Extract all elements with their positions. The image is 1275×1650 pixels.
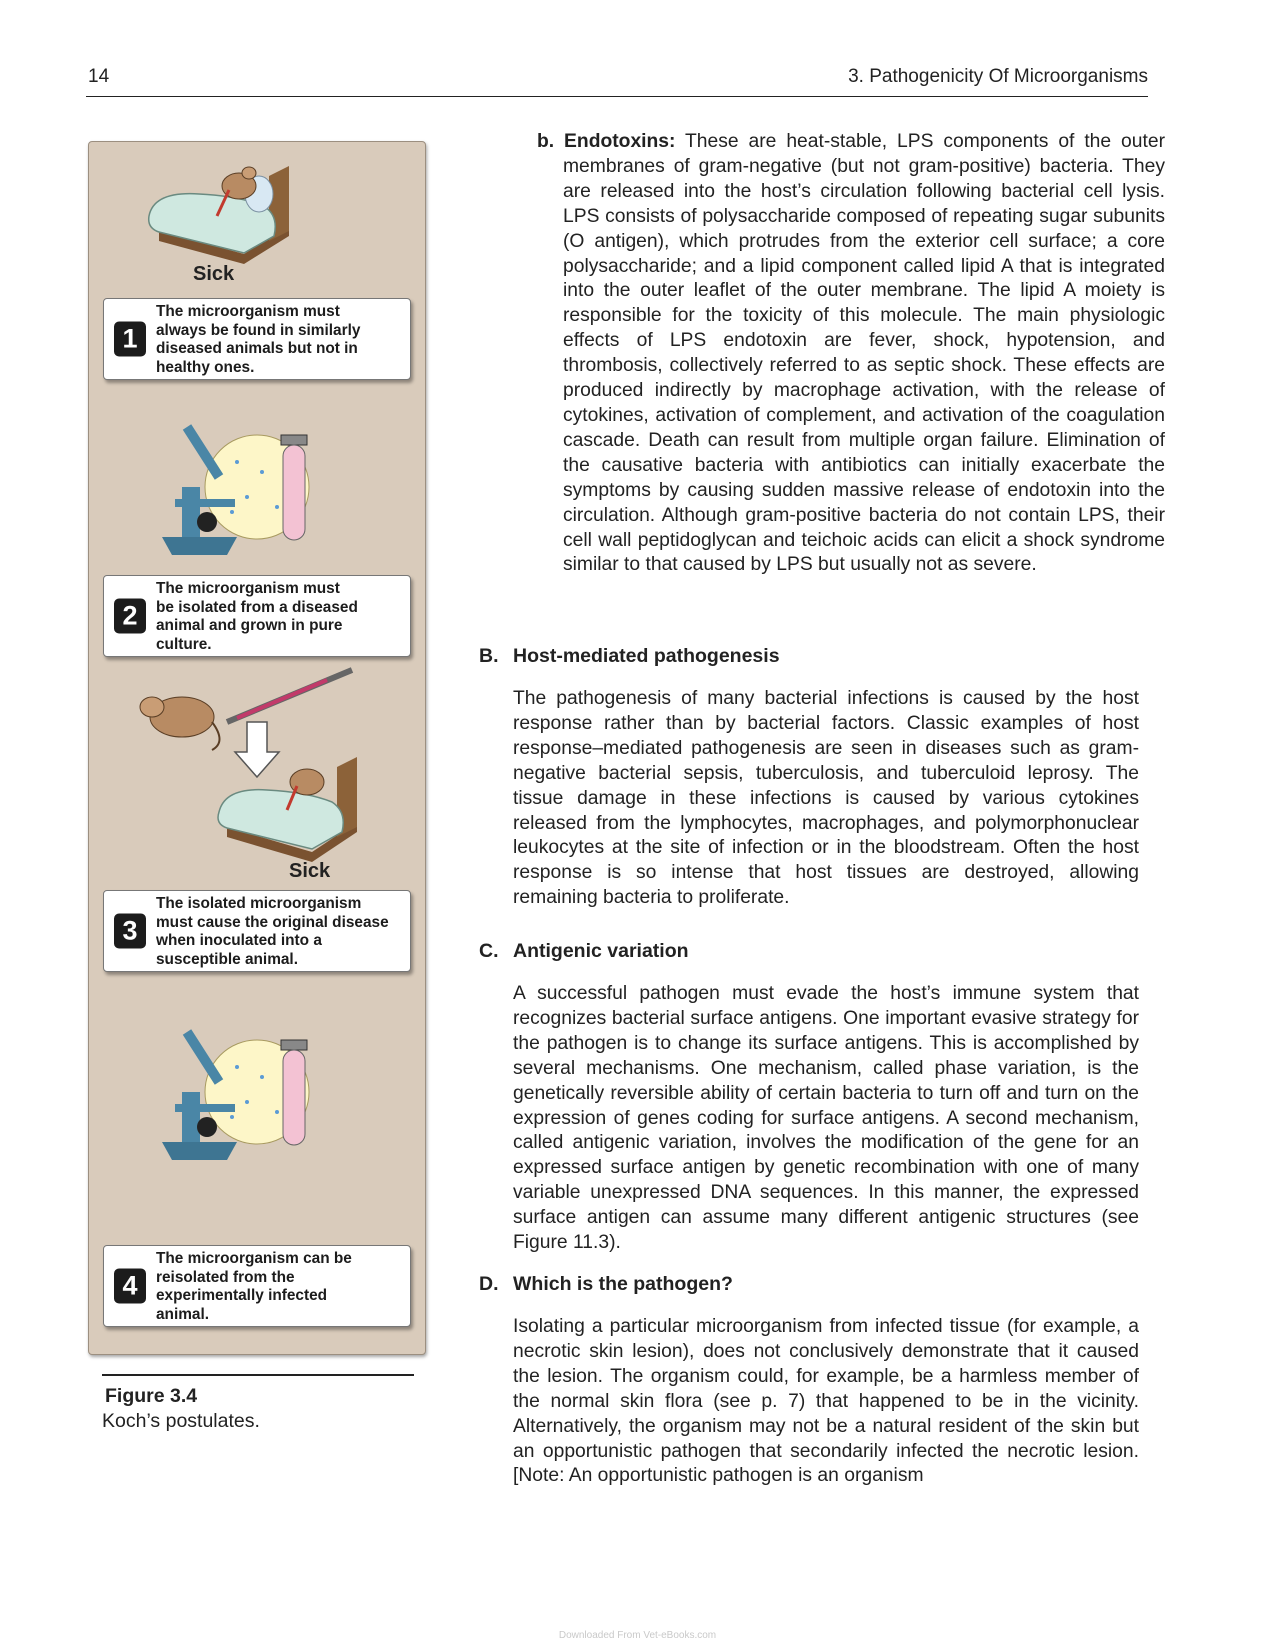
sick-mouse-in-bed-illustration <box>139 156 299 276</box>
section-b-body: The pathogenesis of many bacterial infections is caused by the host response rather than by bacterial factors. Classic examples of host response–mediated pathogenesis are seen in diseases such as gram-negative bacterial sepsis, tuberculosis, and tuberculoid leprosy. The tissue damage in these infections is caused by various cytokines released from the lymphocytes, macrophages, and polymorphonuclear leukocytes at the site of infection or in the bloodstream. Often the host response is so intense that host tissues are destroyed, allowing remaining bacteria to proliferate. <box>513 688 1139 909</box>
step-number-badge: 4 <box>114 1269 146 1304</box>
step-text: The isolated microorganism must cause the original disease when inoculated into a susceptible animal. <box>156 895 389 968</box>
postulate-step-1 <box>103 298 411 380</box>
microscope-culture-illustration <box>157 417 327 567</box>
step-number-badge: 1 <box>114 322 146 357</box>
section-c-body: A successful pathogen must evade the host’s immune system that recognizes bacterial surface antigens. One important evasive strategy for the pathogen is to change its surface antigens. This is accomplished by several mechanisms. One mechanism, called phase variation, is the genetically reversible ability of certain bacteria to turn off and turn on the expression of genes coding for surface antigens. A second mechanism, called antigenic variation, involves the modification of the gene for an expressed surface antigen by genetic recombination with one of many variable unexpressed DNA sequences. In this manner, the expressed surface antigen can assume many different antigenic structures (see Figure 11.3). <box>513 983 1139 1254</box>
figure-panel <box>88 141 426 1355</box>
running-head: 3. Pathogenicity Of Microorganisms <box>848 66 1148 87</box>
section-heading-d: D. Which is the pathogen? <box>479 1273 733 1295</box>
step-text: The microorganism must always be found in similarly diseased animals but not in healthy ones. <box>156 303 361 376</box>
postulate-step-2 <box>103 575 411 657</box>
postulate-step-3 <box>103 890 411 972</box>
figure-caption: Koch’s postulates. <box>102 1410 260 1432</box>
section-heading-b: B. Host-mediated pathogenesis <box>479 645 780 667</box>
figure-caption-rule <box>102 1374 414 1376</box>
header-rule <box>86 96 1148 97</box>
endotoxins-paragraph <box>537 130 1165 578</box>
microscope-culture-illustration <box>157 1022 327 1172</box>
endotoxins-term: b. Endotoxins: <box>537 131 676 152</box>
step-number-badge: 2 <box>114 599 146 634</box>
step-number-badge: 3 <box>114 914 146 949</box>
endotoxins-body: These are heat-stable, LPS components of the outer membranes of gram-negative (but not gram-positive) bacteria. They are released into the host’s circulation following bacterial cell lysis. LPS consists of polysaccharide composed of repeating sugar subunits (O antigen), which protrudes from the exterior cell surface; a core polysaccharide; and a lipid component called lipid A that is integrated into the outer leaflet of the outer membrane. The lipid A moiety is responsible for the toxicity of this molecule. The main physiologic effects of LPS endotoxin are fever, shock, hypotension, and thrombosis, collectively referred to as septic shock. These effects are produced indirectly by macrophage activation, with the release of cytokines, activation of complement, and activation of the coagulation cascade. Death can result from multiple organ failure. Elimination of the causative bacteria with antibiotics can initially exacerbate the symptoms by causing sudden massive release of endotoxin into the circulation. Although gram-positive bacteria do not contain LPS, their cell wall peptidoglycan and teichoic acids can elicit a shock syndrome similar to that caused by LPS but usually not as severe. <box>563 131 1165 576</box>
figure-label: Figure 3.4 <box>105 1385 198 1407</box>
section-heading-c: C. Antigenic variation <box>479 940 689 962</box>
sick-label: Sick <box>289 860 331 882</box>
sick-label: Sick <box>193 263 235 285</box>
step-text: The microorganism must be isolated from a diseased animal and grown in pure culture. <box>156 580 358 653</box>
inoculation-illustration <box>127 662 367 887</box>
step-text: The microorganism can be reisolated from the experimentally infected animal. <box>156 1250 352 1323</box>
page-number: 14 <box>88 66 110 87</box>
download-footer: Downloaded From Vet-eBooks.com <box>558 1630 717 1641</box>
postulate-step-4 <box>103 1245 411 1327</box>
section-d-body: Isolating a particular microorganism from infected tissue (for example, a necrotic skin lesion), does not conclusively demonstrate that it caused the lesion. The organism could, for example, be a harmless member of the normal skin flora (see p. 7) that happened to be in the vicinity. Alternatively, the organism may not be a natural resident of the skin but an opportunistic pathogen that secondarily infected the necrotic lesion. [Note: An opportunistic pathogen is an organism <box>513 1316 1139 1487</box>
